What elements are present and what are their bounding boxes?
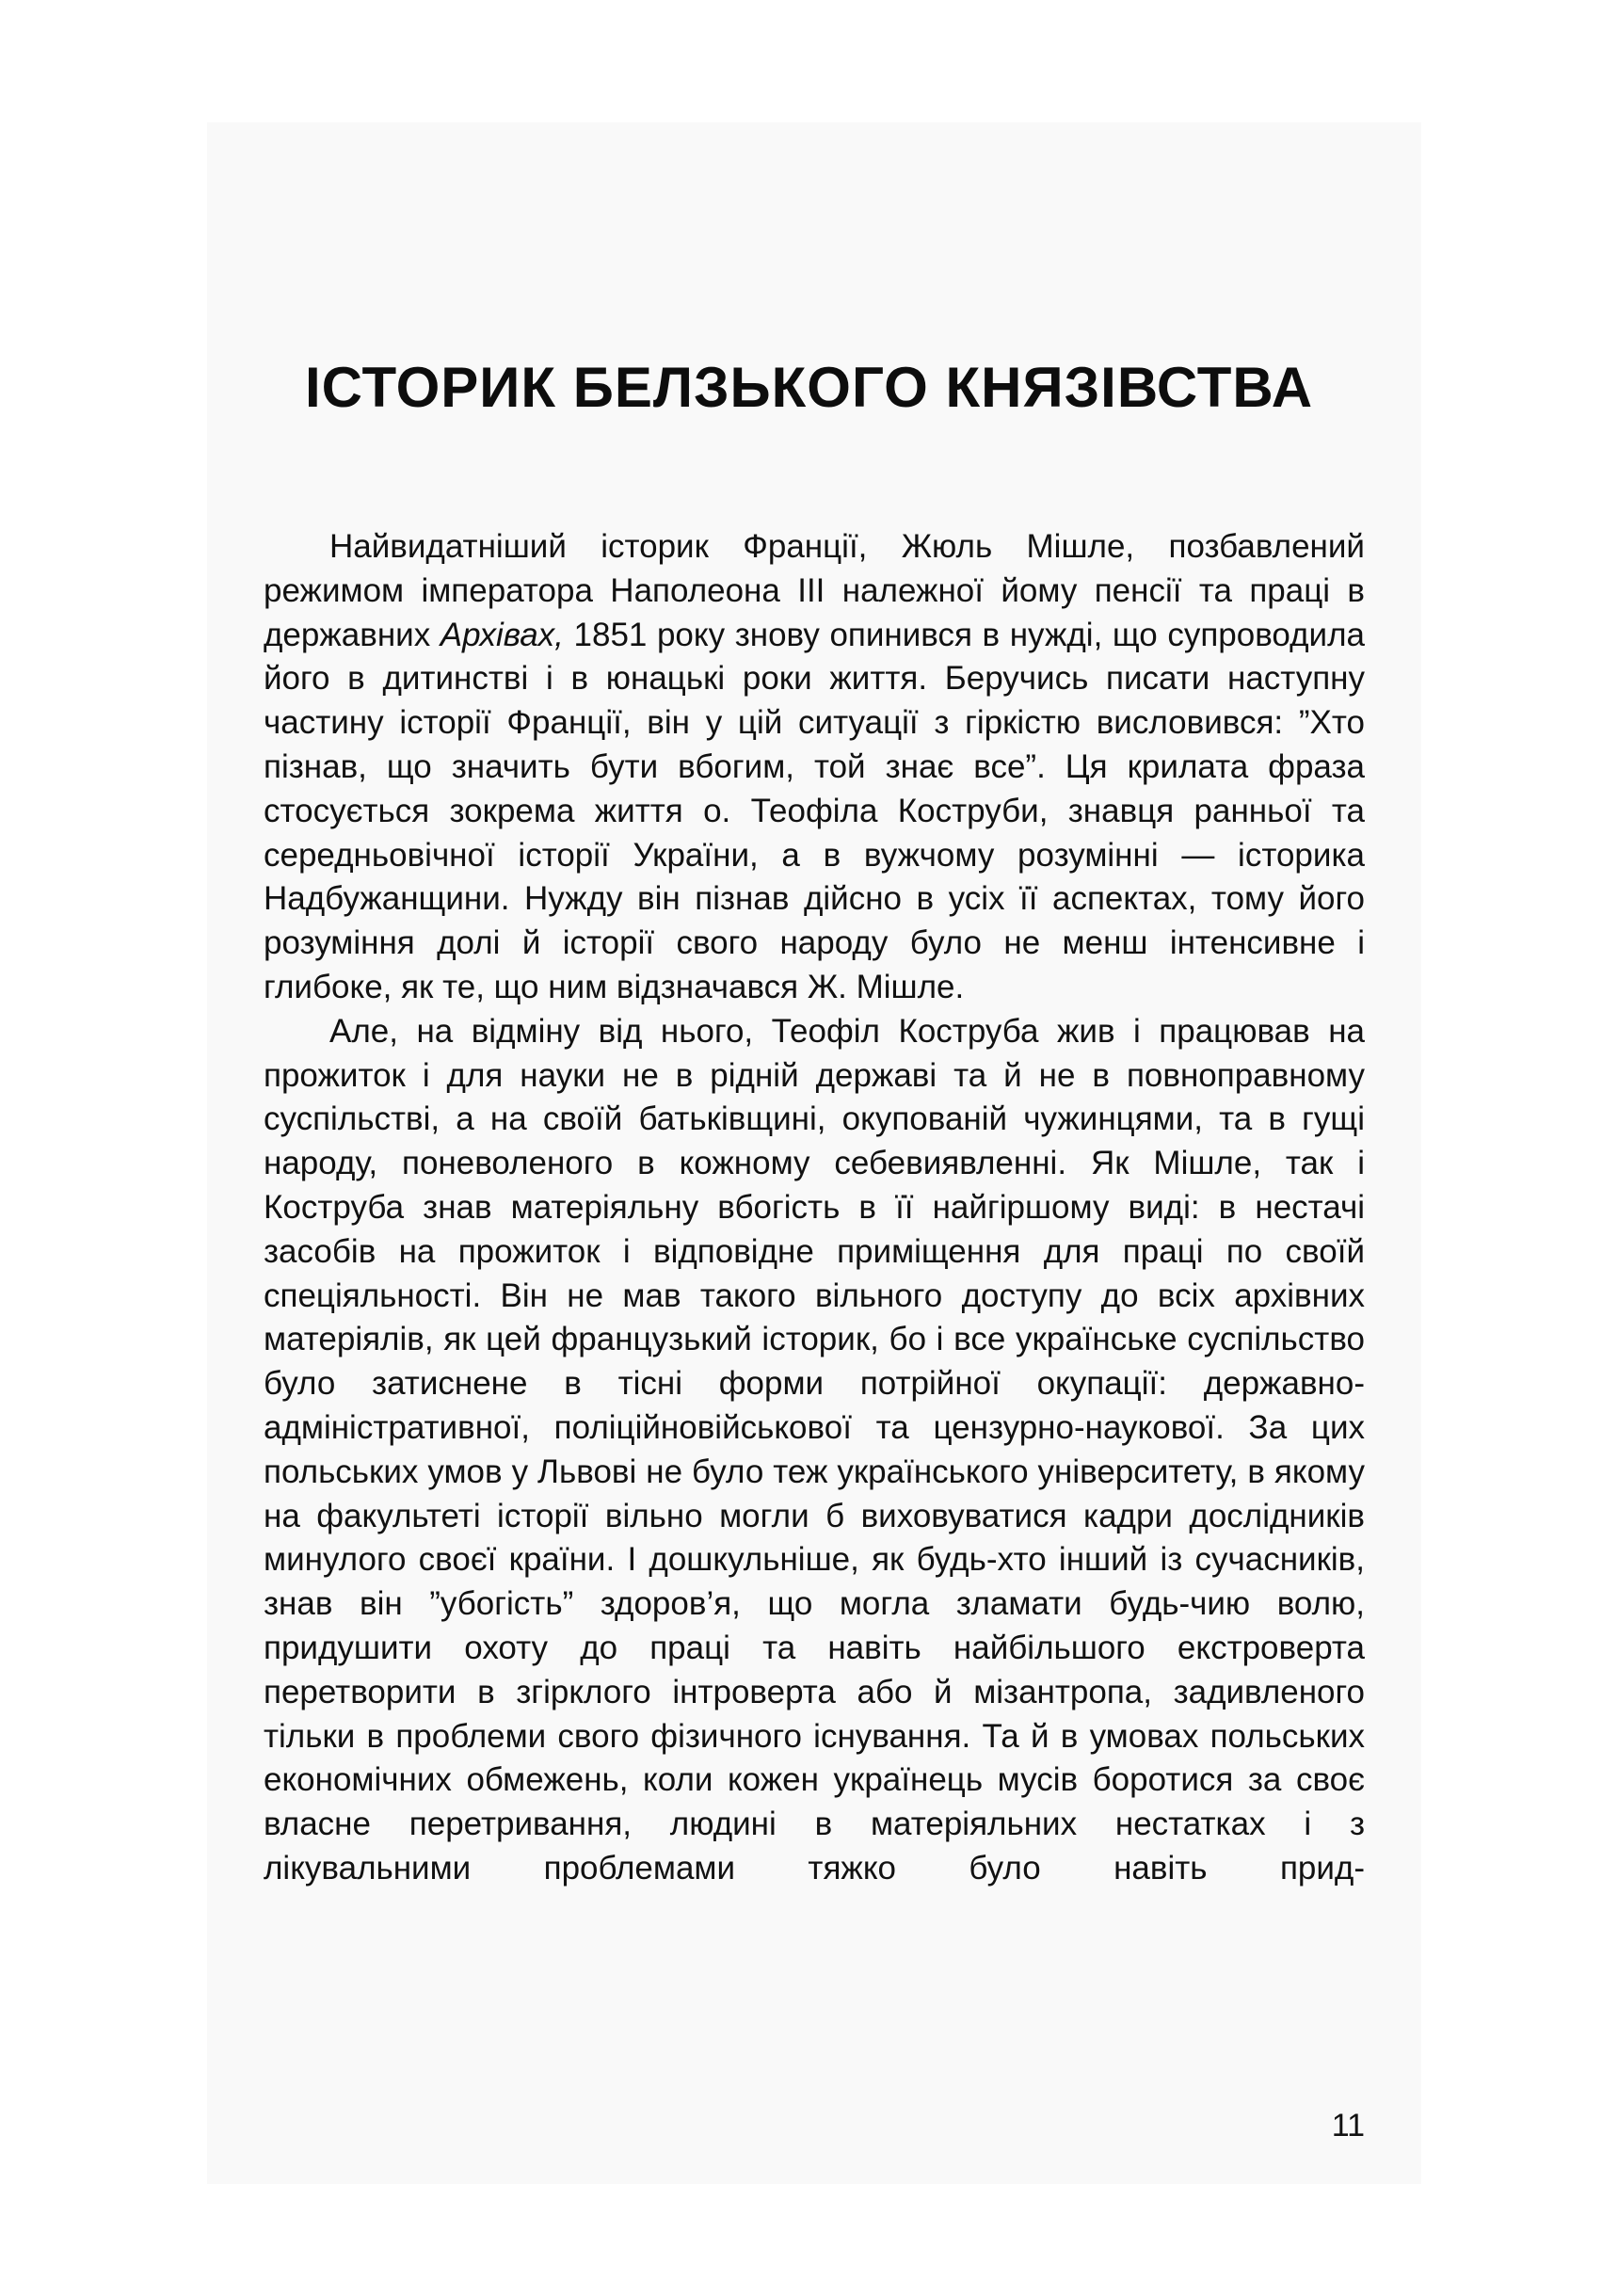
page-number: 11 (1331, 2108, 1365, 2143)
paragraph-1-part-1: Найвидатніший історик Франції, Жюль Мішле, позбавлений режимом імператора Наполеона III належної йому пенсії та праці в державних (264, 528, 1365, 653)
body-text (264, 525, 1365, 1891)
paragraph-2: Але, на відміну від нього, Теофіл Коструба жив і працював на прожиток і для науки не в рідній державі та й не в повноправному суспільстві, а на своїй батьківщині, окупованій чужинцями, та в гущі народу, поневоленого в кожному себевиявленні. Як Мішле, так і Коструба знав матеріяльну вбогість в її найгіршому виді: в нестачі засобів на прожиток і відповідне приміщення для праці по своїй спеціяльності. Він не мав такого вільного доступу до всіх архівних матеріялів, як цей французький історик, бо і все українське суспільство було затиснене в тісні форми потрійної окупації: державно-адміністративної, поліційновійськової та цензурно-наукової. За цих польських умов у Львові не було теж українського університету, в якому на факультеті історії вільно могли б виховуватися кадри дослідників минулого своєї країни. І дошкульніше, як будь-хто інший із сучасників, знав він ”убогість” здоров’я, що могла зламати будь-чию волю, придушити охоту до праці та навіть найбільшого екстроверта перетворити в згірклого інтроверта або й мізантропа, задивленого тільки в проблеми свого фізичного існування. Та й в умовах польських економічних обмежень, коли кожен українець мусів боротися за своє власне перетривання, людині в матеріяльних нестатках і з лікувальними проблемами тяжко було навіть прид- (264, 1012, 1365, 1887)
chapter-title: ІСТОРИК БЕЛЗЬКОГО КНЯЗІВСТВА (304, 356, 1314, 419)
paragraph-1-part-2: 1851 року знову опинився в нужді, що супроводила його в дитинстві і в юнацькі роки життя. Беручись писати наступну частину історії Франції, він у цій ситуації з гіркістю висловився: ”Хто пізнав, що значить бути вбогим, той знає все”. Ця крилата фраза стосується зокрема життя о. Теофіла Коструби, знавця ранньої та середньовічної історії України, а в вужчому розумінні — історика Надбужанщини. Нужду він пізнав дійсно в усіх її аспектах, тому його розуміння долі й історії свого народу було не менш інтенсивне і глибоке, як те, що ним відзначався Ж. Мішле. (264, 616, 1365, 1005)
paragraph-1 (264, 525, 1365, 1010)
paragraph-1-italic-term: Архівах, (440, 616, 564, 653)
